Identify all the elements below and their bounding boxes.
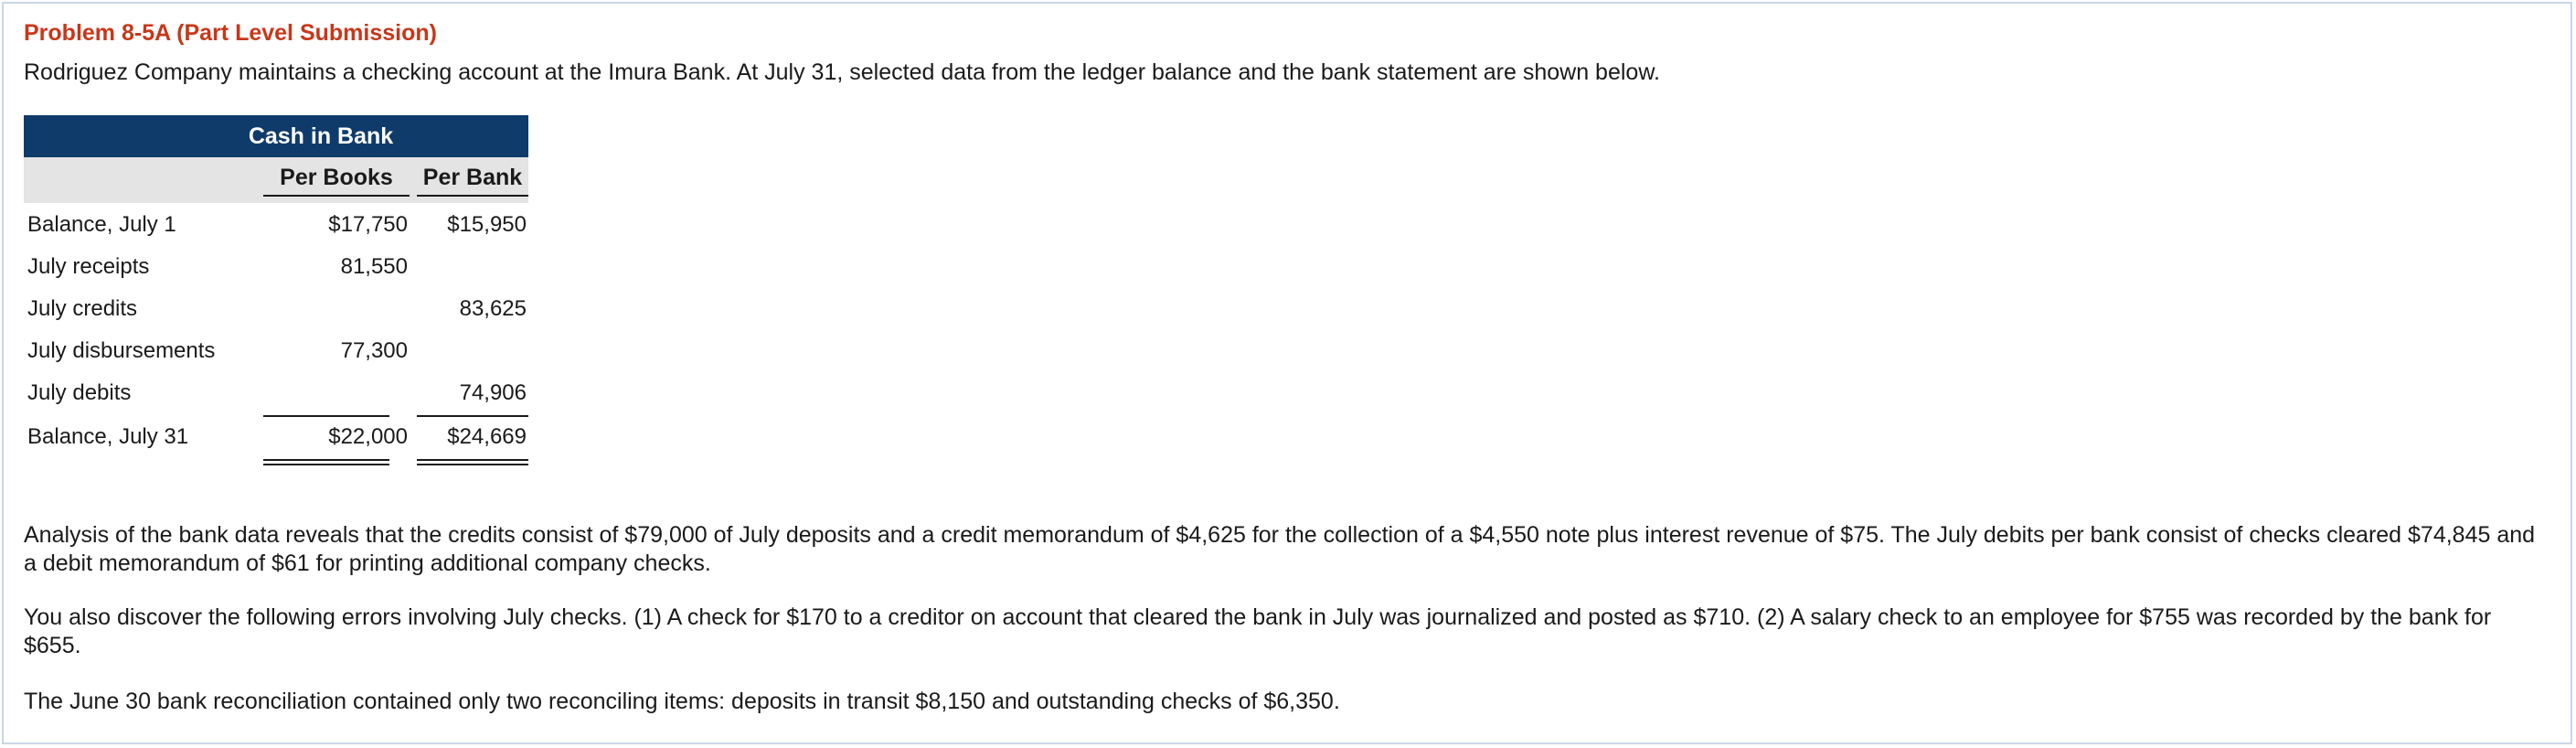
table-row: [24, 203, 528, 245]
row-label: Balance, July 1: [27, 212, 176, 237]
per-books-value: 77,300: [340, 338, 408, 363]
table-column-headers: [24, 157, 528, 203]
per-books-value: $17,750: [328, 212, 408, 237]
table-row: [24, 415, 528, 457]
table-row: [24, 245, 528, 287]
june-reconciliation-paragraph: The June 30 bank reconciliation contained only two reconciling items: deposits in transit $8,150 and outstanding checks of $6,350.: [24, 689, 1340, 714]
books-subtotal-line: [263, 415, 389, 417]
bank-subtotal-line: [417, 415, 528, 417]
row-label: July debits: [27, 380, 132, 405]
row-label: July disbursements: [27, 338, 216, 363]
row-label: July credits: [27, 296, 138, 321]
analysis-paragraph: Analysis of the bank data reveals that the credits consist of $79,000 of July deposits and a credit memorandum of $4,625 for the collection of a $4,550 note plus interest revenue of $75. The July debits per bank consist of checks cleared $74,845 and a debit memorandum of $61 for printing additional company checks.: [24, 522, 2536, 576]
row-label: Balance, July 31: [27, 424, 189, 449]
table-row: [24, 287, 528, 329]
books-total-double-line: [263, 459, 389, 465]
per-bank-value: $15,950: [447, 212, 527, 237]
table-title: Cash in Bank: [248, 123, 394, 149]
per-bank-value: 83,625: [459, 296, 527, 321]
problem-intro: Rodriguez Company maintains a checking account at the Imura Bank. At July 31, selected data from the ledger balance and the bank statement are shown below.: [24, 59, 1660, 85]
per-books-value: $22,000: [328, 424, 408, 449]
per-bank-value: 74,906: [459, 380, 527, 405]
per-bank-header: Per Bank: [417, 165, 528, 197]
per-books-value: 81,550: [340, 254, 408, 279]
table-row: [24, 329, 528, 371]
cash-in-bank-header: [24, 115, 528, 157]
problem-title: Problem 8-5A (Part Level Submission): [24, 20, 437, 46]
per-books-header: Per Books: [263, 165, 410, 197]
per-bank-value: $24,669: [447, 424, 527, 449]
errors-paragraph: You also discover the following errors involving July checks. (1) A check for $170 to a creditor on account that cleared the bank in July was journalized and posted as $710. (2) A salary check to an employee for $755 was recorded by the bank for $655.: [24, 604, 2492, 658]
table-row: [24, 371, 528, 413]
bank-total-double-line: [417, 459, 528, 465]
row-label: July receipts: [27, 254, 150, 279]
